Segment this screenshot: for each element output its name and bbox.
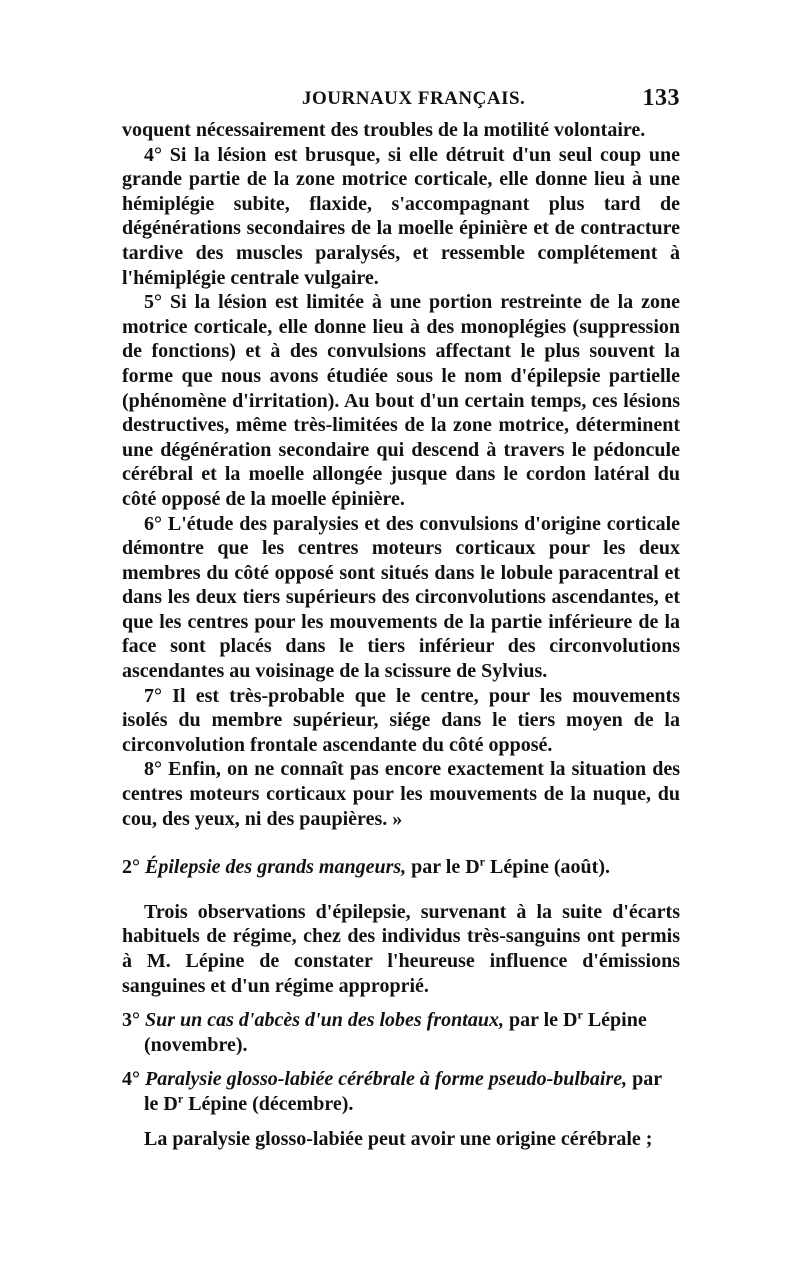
paragraph-point-7: 7° Il est très-probable que le centre, pour les mouvements isolés du membre supérieur, siége dans le tiers moyen de la circonvolution frontale ascendante du côté opposé. <box>122 684 680 756</box>
section-3-byline-pre: par le D <box>508 1009 578 1032</box>
section-2-body: Trois observations d'épilepsie, survenant à la suite d'écarts habituels de régime, chez des individus très-sanguins ont permis à M. Lépine de constater l'heureuse influence d'émissions sanguines et d'un régime approprié. <box>122 900 680 997</box>
section-2-number: 2° <box>122 856 140 879</box>
section-4-byline-post: Lépine (décembre). <box>183 1092 354 1115</box>
page-header <box>122 85 680 118</box>
paragraph-point-6: 6° L'étude des paralysies et des convulsions d'origine corticale démontre que les centres moteurs corticaux pour les deux membres du côté opposé sont situés dans le lobule paracentral et dans les deux tiers supérieurs des circonvolutions ascendantes, et que les centres pour les mouvements de la partie inférieure de la face sont placés dans le tiers inférieur des circonvolutions ascendantes au voisinage de la scissure de Sylvius. <box>122 512 680 683</box>
section-4-byline-pre: par le D <box>144 1068 662 1115</box>
section-2-byline-post: Lépine (août). <box>485 856 610 879</box>
paragraph-point-5: 5° Si la lésion est limitée à une portion restreinte de la zone motrice corticale, elle donne lieu à des monoplégies (suppression de fonctions) et à des convulsions affectant le plus souvent la forme que nous avons étudiée sous le nom d'épilepsie partielle (phénomène d'irritation). Au bout d'un certain temps, ces lésions destructives, même très-limitées de la zone motrice, déterminent une dégénération secondaire qui descend à travers le pédoncule cérébral et la moelle allongée jusque dans le cordon latéral du côté opposé de la moelle épinière. <box>122 291 680 510</box>
section-4-byline-sup: r <box>177 1091 184 1106</box>
page-number: 133 <box>642 85 680 111</box>
paragraph-point-8: 8° Enfin, on ne connaît pas encore exactement la situation des centres moteurs corticaux pour les mouvements de la nuque, du cou, des yeux, ni des paupières. » <box>122 758 680 830</box>
section-2-byline-pre: par le D <box>411 856 480 879</box>
section-3-number: 3° <box>122 1009 140 1032</box>
section-3-heading <box>122 1008 680 1057</box>
section-3-title: Sur un cas d'abcès d'un des lobes frontaux, <box>145 1009 504 1032</box>
section-2-heading <box>122 855 680 880</box>
book-page <box>122 85 680 1151</box>
section-4-number: 4° <box>122 1068 140 1091</box>
running-title: JOURNAUX FRANÇAIS. <box>302 88 526 109</box>
section-4-heading <box>122 1067 680 1116</box>
section-4-title: Paralysie glosso-labiée cérébrale à forme pseudo-bulbaire, <box>145 1068 628 1091</box>
paragraph-point-4: 4° Si la lésion est brusque, si elle détruit d'un seul coup une grande partie de la zone motrice corticale, elle donne lieu à une hémiplégie subite, flaxide, s'accompagnant plus tard de dégénérations secondaires de la moelle épinière et de contracture tardive des muscles paralysés, et ressemble complétement à l'hémiplégie centrale vulgaire. <box>122 143 680 289</box>
section-2-byline-sup: r <box>479 854 485 869</box>
section-3-byline-post: Lépine (novembre). <box>144 1009 647 1056</box>
section-4-body: La paralysie glosso-labiée peut avoir une origine cérébrale ; <box>144 1127 653 1150</box>
section-3-byline-sup: r <box>577 1007 583 1022</box>
paragraph-continuation: voquent nécessairement des troubles de la motilité volontaire. <box>122 119 646 141</box>
section-2-title: Épilepsie des grands mangeurs, <box>145 856 407 879</box>
